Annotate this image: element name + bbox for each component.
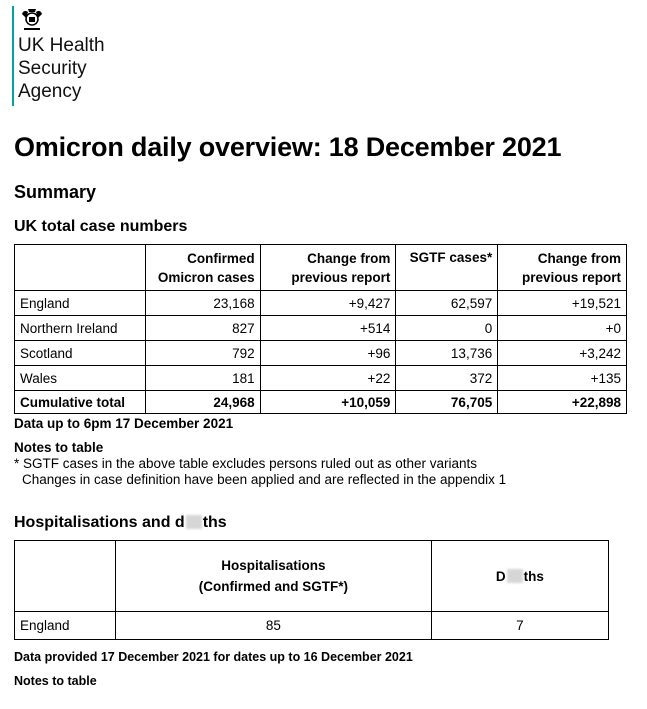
table-cell: +10,059 xyxy=(260,391,396,414)
table-row xyxy=(15,316,627,341)
logo-text xyxy=(18,34,105,103)
table-cell: +22,898 xyxy=(498,391,627,414)
table-cell: Northern Ireland xyxy=(15,316,146,341)
table-cell: 0 xyxy=(396,316,498,341)
note-line: Changes in case definition have been applied and are reflected in the appendix 1 xyxy=(22,472,507,487)
table-cell: 372 xyxy=(396,366,498,391)
total-row xyxy=(15,391,627,414)
table-cell: 7 xyxy=(431,612,608,640)
table-cell: 76,705 xyxy=(396,391,498,414)
table-cell: +3,242 xyxy=(498,341,627,366)
heading-text: ths xyxy=(202,514,227,531)
hospitalisations-notes-heading: Notes to table xyxy=(14,674,97,688)
column-header: Confirmed Omicron cases xyxy=(145,245,260,291)
ukhsa-logo xyxy=(12,6,105,106)
note-line: * SGTF cases in the above table excludes persons ruled out as other variants xyxy=(14,456,478,471)
column-header: D ths xyxy=(431,541,608,612)
table-row xyxy=(15,612,609,640)
table-cell: +514 xyxy=(260,316,396,341)
table-cell: 792 xyxy=(145,341,260,366)
table-cell: Wales xyxy=(15,366,146,391)
notes-heading: Notes to table xyxy=(14,440,104,455)
header-line: Hospitalisations xyxy=(221,558,326,573)
heading-text: Hospitalisations and d xyxy=(14,514,185,531)
hospitalisations-table xyxy=(14,540,609,640)
table-cell: England xyxy=(15,612,116,640)
table-row xyxy=(15,291,627,316)
column-header xyxy=(15,541,116,612)
redaction-blur xyxy=(507,569,523,583)
table-cell: 24,968 xyxy=(145,391,260,414)
table-cell: +135 xyxy=(498,366,627,391)
hospitalisations-data-note: Data provided 17 December 2021 for dates up to 16 December 2021 xyxy=(14,650,413,664)
column-header xyxy=(116,541,432,612)
header-line: (Confirmed and SGTF*) xyxy=(198,579,349,594)
table-cell: +9,427 xyxy=(260,291,396,316)
column-header: Change from previous report xyxy=(260,245,396,291)
table-cell: 23,168 xyxy=(145,291,260,316)
page-title: Omicron daily overview: 18 December 2021 xyxy=(14,132,562,162)
data-note: Data up to 6pm 17 December 2021 xyxy=(14,416,234,431)
table-cell: 62,597 xyxy=(396,291,498,316)
logo-line: Agency xyxy=(18,81,82,102)
table-row xyxy=(15,341,627,366)
hospitalisations-heading xyxy=(14,514,227,532)
table-cell: Scotland xyxy=(15,341,146,366)
table-cell: +96 xyxy=(260,341,396,366)
column-header: Change from previous report xyxy=(498,245,627,291)
royal-crest-icon xyxy=(18,6,46,32)
table-cell: +0 xyxy=(498,316,627,341)
table-cell: +22 xyxy=(260,366,396,391)
table-header-row xyxy=(15,245,627,291)
table-cell: 181 xyxy=(145,366,260,391)
redaction-blur xyxy=(186,515,202,529)
logo-line: UK Health xyxy=(18,35,105,56)
table-row xyxy=(15,366,627,391)
table-header-row xyxy=(15,541,609,612)
table-cell: 827 xyxy=(145,316,260,341)
uk-case-numbers-table xyxy=(14,244,627,414)
table-cell: +19,521 xyxy=(498,291,627,316)
table-cell: England xyxy=(15,291,146,316)
summary-heading: Summary xyxy=(14,182,97,202)
table-cell: 13,736 xyxy=(396,341,498,366)
table-cell: 85 xyxy=(116,612,432,640)
table-cell: Cumulative total xyxy=(15,391,146,414)
column-header xyxy=(15,245,146,291)
cases-heading: UK total case numbers xyxy=(14,218,188,235)
logo-line: Security xyxy=(18,58,87,79)
column-header: SGTF cases* xyxy=(396,245,498,291)
